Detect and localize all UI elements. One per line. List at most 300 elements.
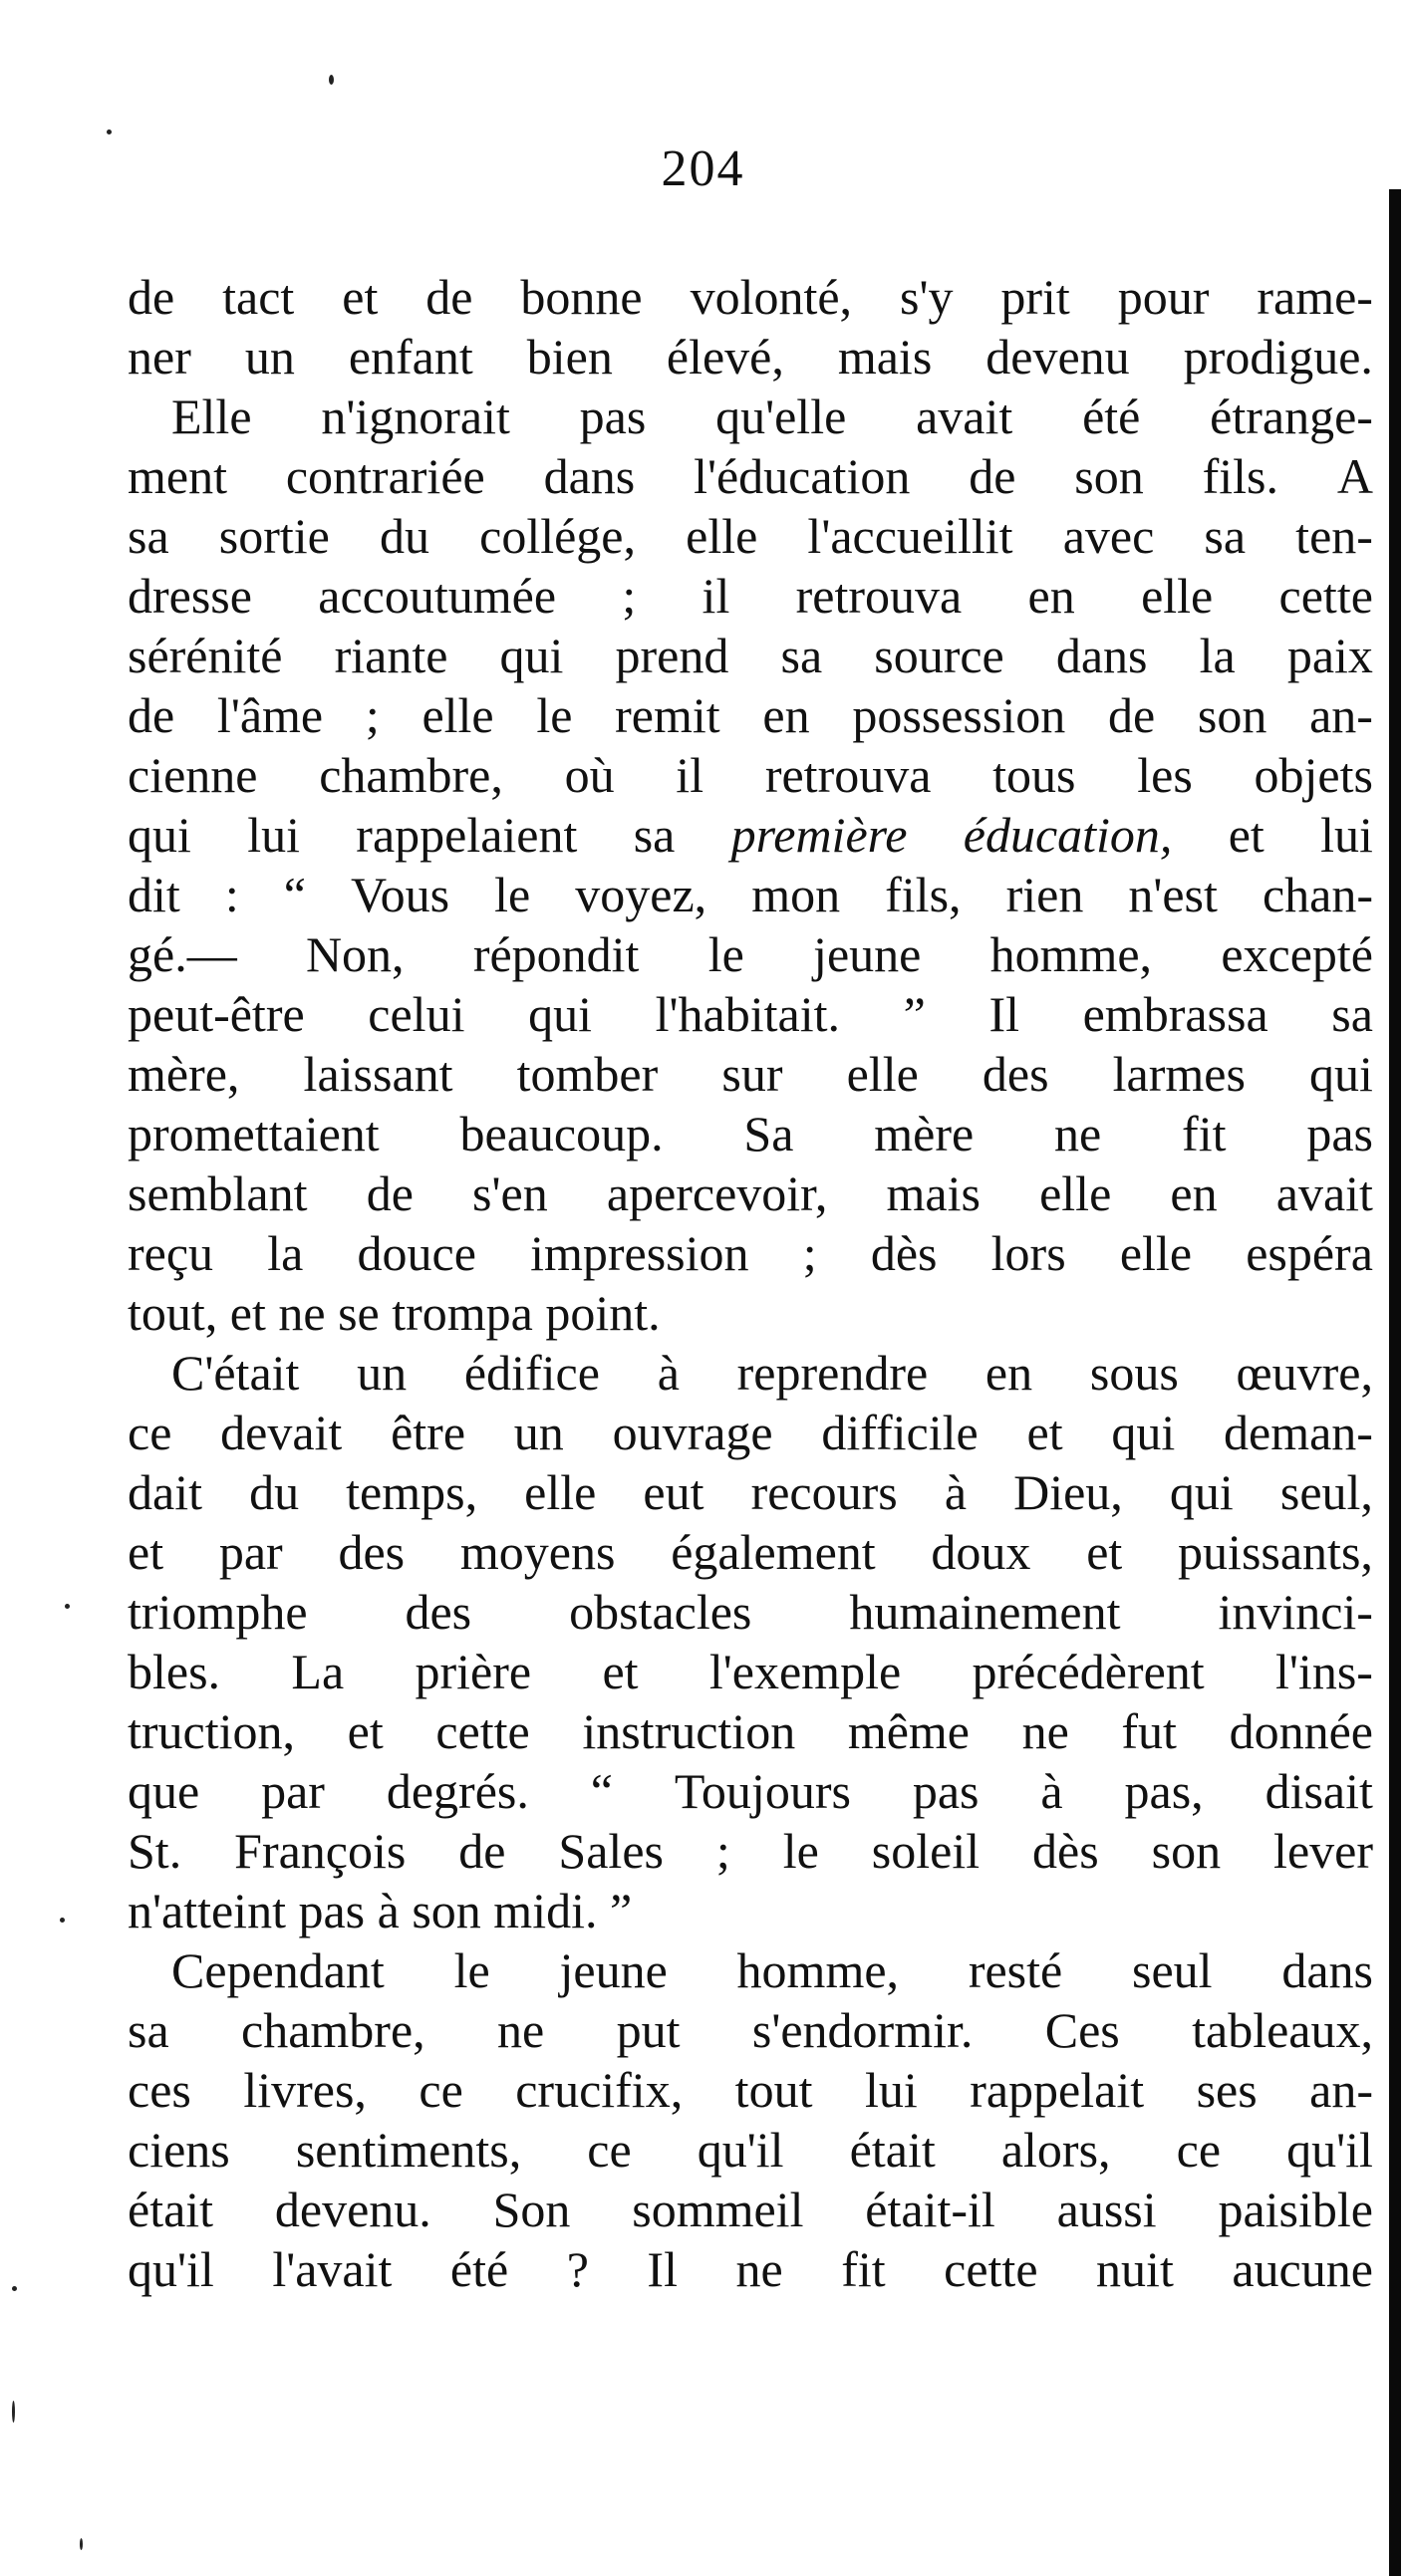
text-line — [128, 685, 1373, 745]
word: en — [762, 687, 810, 743]
word: était — [128, 2182, 214, 2237]
word: rappelait — [970, 2062, 1145, 2118]
word: du — [249, 1464, 300, 1520]
text-line — [128, 984, 1373, 1044]
text-line — [128, 2239, 1373, 2299]
word: sortie — [218, 508, 330, 564]
word: mais — [886, 1165, 981, 1221]
text-line — [128, 1701, 1373, 1761]
word: La — [291, 1644, 345, 1699]
word: retrouva — [795, 568, 963, 624]
word: sérénité — [128, 628, 283, 683]
word: cienne — [128, 747, 258, 803]
word: seul — [1131, 1942, 1213, 1998]
text-line — [128, 1044, 1373, 1104]
word: en — [1170, 1165, 1218, 1221]
word: disait — [1265, 1763, 1373, 1819]
word: l'habitait. — [655, 986, 840, 1042]
word: devait — [220, 1405, 343, 1460]
text-line — [128, 327, 1373, 386]
word: ; — [365, 687, 380, 743]
word: resté — [968, 1942, 1063, 1998]
text-line — [128, 1462, 1373, 1522]
body-text — [128, 267, 1373, 2299]
word: répondit — [472, 926, 640, 982]
scan-speck — [329, 75, 334, 85]
word: à — [657, 1345, 680, 1401]
word: doux — [931, 1524, 1031, 1580]
word: excepté — [1221, 926, 1373, 982]
text-line — [128, 1343, 1373, 1403]
word: elle — [422, 687, 494, 743]
word: fils, — [885, 867, 962, 922]
word: sa — [128, 2002, 169, 2058]
word: également — [671, 1524, 876, 1580]
word: crucifix, — [515, 2062, 684, 2118]
word: était — [849, 2122, 936, 2178]
word: avait — [916, 388, 1013, 444]
word: degrés. — [386, 1763, 529, 1819]
word: “ — [590, 1763, 613, 1819]
word: en — [984, 1345, 1033, 1401]
word: elle — [1039, 1165, 1112, 1221]
word: qui — [528, 986, 592, 1042]
word: de — [425, 269, 473, 325]
word: à — [1040, 1763, 1063, 1819]
word: A — [1336, 448, 1373, 504]
word: qu'il — [128, 2241, 214, 2297]
word: ; — [802, 1225, 817, 1281]
word: sous — [1089, 1345, 1179, 1401]
word: il — [702, 568, 730, 624]
word: homme, — [736, 1942, 900, 1998]
text-line — [128, 1761, 1373, 1821]
word: dans — [1281, 1942, 1373, 1998]
word: ces — [128, 2062, 191, 2118]
word: ne — [1021, 1703, 1069, 1759]
word: Sa — [743, 1106, 794, 1161]
scan-speck — [60, 1918, 65, 1923]
word: Toujours — [674, 1763, 851, 1819]
word: aussi — [1056, 2182, 1157, 2237]
text-line — [128, 1522, 1373, 1582]
word: pas — [298, 1883, 366, 1938]
word: donnée — [1229, 1703, 1373, 1759]
word: ne — [278, 1285, 326, 1341]
word: ce — [128, 1405, 172, 1460]
word: la — [267, 1225, 304, 1281]
scan-speck — [65, 1604, 70, 1609]
word: jeune — [813, 926, 922, 982]
word: se — [338, 1285, 380, 1341]
word: Elle — [171, 388, 252, 444]
word: dait — [128, 1464, 202, 1520]
text-line — [128, 924, 1373, 984]
word: fit — [1182, 1106, 1227, 1161]
word: le — [782, 1823, 819, 1879]
word: gé.— — [128, 926, 237, 982]
word: et — [1026, 1405, 1063, 1460]
word: retrouva — [764, 747, 932, 803]
word: rien — [1005, 867, 1084, 922]
word: impression — [530, 1225, 749, 1281]
word: l'âme — [216, 687, 324, 743]
word: et — [602, 1644, 639, 1699]
word: n'est — [1128, 867, 1218, 922]
word: elle — [524, 1464, 597, 1520]
word: ses — [1196, 2062, 1258, 2118]
word: ouvrage — [612, 1405, 773, 1460]
word: la — [1199, 628, 1236, 683]
word: les — [1137, 747, 1193, 803]
word: elle — [846, 1046, 919, 1102]
word: source — [874, 628, 1004, 683]
word: et — [347, 1703, 384, 1759]
word: accoutumée — [318, 568, 557, 624]
word: devenu. — [274, 2182, 431, 2237]
word: triomphe — [128, 1584, 308, 1640]
text-line — [128, 1940, 1373, 2000]
word: aucune — [1232, 2241, 1373, 2297]
word: sa — [780, 628, 823, 683]
word: édifice — [463, 1345, 600, 1401]
word: mère, — [128, 1046, 240, 1102]
word: était-il — [865, 2182, 995, 2237]
word: de — [128, 269, 175, 325]
word: mère — [874, 1106, 975, 1161]
word: ciens — [128, 2122, 230, 2178]
word: un — [244, 329, 295, 385]
word: prend — [615, 628, 729, 683]
word: put — [616, 2002, 681, 2058]
word: ne — [735, 2241, 783, 2297]
word: l'avait — [272, 2241, 393, 2297]
word: dit — [128, 867, 180, 922]
word: le — [453, 1942, 490, 1998]
word: le — [494, 867, 531, 922]
scan-speck — [12, 2286, 17, 2291]
text-line — [128, 267, 1373, 327]
word: ne — [497, 2002, 545, 2058]
word: pas — [912, 1763, 980, 1819]
word: lui — [247, 807, 300, 863]
word: des — [982, 1046, 1049, 1102]
word: ce — [419, 2062, 463, 2118]
word: tout — [734, 2062, 813, 2118]
word: son — [1074, 448, 1144, 504]
word: espéra — [1246, 1225, 1373, 1281]
word: s'y — [899, 269, 954, 325]
word: n'atteint — [128, 1883, 286, 1938]
word: de — [1107, 687, 1156, 743]
word: ” — [903, 986, 926, 1042]
text-line — [128, 506, 1373, 566]
word: embrassa — [1082, 986, 1268, 1042]
word: s'endormir. — [751, 2002, 974, 2058]
word: dès — [870, 1225, 938, 1281]
word: en — [1027, 568, 1075, 624]
word: un — [513, 1405, 564, 1460]
word: tout, — [128, 1285, 218, 1341]
text-line — [128, 1582, 1373, 1642]
word: chan- — [1262, 867, 1373, 922]
word: tous — [992, 747, 1076, 803]
word: son — [1151, 1823, 1222, 1879]
word: qu'il — [1286, 2122, 1373, 2178]
word: dès — [1032, 1823, 1099, 1879]
word: elle — [1119, 1225, 1193, 1281]
word: eut — [643, 1464, 704, 1520]
word: et — [229, 1285, 266, 1341]
text-line — [128, 1163, 1373, 1223]
word: l'accueillit — [807, 508, 1013, 564]
word: tomber — [516, 1046, 659, 1102]
text-line — [128, 745, 1373, 805]
word: rappelaient — [356, 807, 578, 863]
word: moyens — [459, 1524, 616, 1580]
word: soleil — [871, 1823, 981, 1879]
word: lever — [1273, 1823, 1373, 1879]
text-line — [128, 1104, 1373, 1163]
word: il — [676, 747, 704, 803]
text-line — [128, 2120, 1373, 2180]
word: bles. — [128, 1644, 221, 1699]
word: invinci- — [1218, 1584, 1373, 1640]
word: prit — [1000, 269, 1070, 325]
word: bonne — [520, 269, 643, 325]
word: prière — [415, 1644, 532, 1699]
word: fit — [841, 2241, 886, 2297]
word: reprendre — [736, 1345, 929, 1401]
word: des — [338, 1524, 406, 1580]
word: de — [366, 1165, 414, 1221]
word: larmes — [1112, 1046, 1246, 1102]
word: Vous — [351, 867, 450, 922]
word: enfant — [348, 329, 473, 385]
word: collége, — [479, 508, 636, 564]
word: de — [458, 1823, 506, 1879]
word: ? — [566, 2241, 589, 2297]
text-line — [128, 566, 1373, 626]
word: promettaient — [128, 1106, 380, 1161]
word: été — [449, 2241, 509, 2297]
word: cette — [1278, 568, 1373, 624]
word: Cependant — [171, 1942, 385, 1998]
word: le — [707, 926, 744, 982]
text-line — [128, 1881, 1373, 1940]
word: avait — [1275, 1165, 1373, 1221]
word: prodigue. — [1183, 329, 1373, 385]
word: un — [357, 1345, 408, 1401]
word: avec — [1062, 508, 1155, 564]
word: semblant — [128, 1165, 308, 1221]
word: son — [412, 1883, 481, 1938]
word: ment — [128, 448, 227, 504]
word: Sales — [558, 1823, 664, 1879]
word: l'éducation — [694, 448, 911, 504]
word: reçu — [128, 1225, 214, 1281]
text-line — [128, 626, 1373, 685]
scan-speck — [12, 2401, 15, 2423]
word: puissants, — [1178, 1524, 1373, 1580]
text-line — [128, 1403, 1373, 1462]
word: qui — [128, 807, 191, 863]
word: C'était — [171, 1345, 300, 1401]
word: objets — [1254, 747, 1373, 803]
word: Dieu, — [1013, 1464, 1123, 1520]
word: par — [261, 1763, 325, 1819]
word: à — [944, 1464, 968, 1520]
word: rame- — [1257, 269, 1373, 325]
word: œuvre, — [1236, 1345, 1373, 1401]
word: à — [377, 1883, 400, 1938]
word: sentiments, — [295, 2122, 522, 2178]
word: précédèrent — [972, 1644, 1205, 1699]
text-line — [128, 2060, 1373, 2120]
word: an- — [1309, 687, 1373, 743]
word: sa — [1331, 986, 1373, 1042]
word: qui — [499, 628, 564, 683]
word: volonté, — [690, 269, 853, 325]
word: même — [847, 1703, 970, 1759]
word: cette — [944, 2241, 1038, 2297]
word: François — [234, 1823, 407, 1879]
word: humainement — [849, 1584, 1121, 1640]
word: truction, — [128, 1703, 296, 1759]
word: mais — [837, 329, 933, 385]
word: fut — [1121, 1703, 1177, 1759]
word: voyez, — [575, 867, 707, 922]
word: éducation, — [963, 807, 1173, 863]
word: qui — [1309, 1046, 1373, 1102]
word: obstacles — [569, 1584, 752, 1640]
word: du — [380, 508, 429, 564]
word: ce — [1176, 2122, 1222, 2178]
word: devenu — [985, 329, 1130, 385]
word: apercevoir, — [606, 1165, 828, 1221]
word: lui — [864, 2062, 918, 2118]
word: et — [128, 1524, 164, 1580]
word: riante — [334, 628, 448, 683]
word: tact — [222, 269, 295, 325]
page-number: 204 — [661, 140, 745, 197]
word: qu'il — [697, 2122, 784, 2178]
word: pas — [579, 388, 647, 444]
word: ; — [622, 568, 637, 624]
word: été — [1082, 388, 1141, 444]
word: chambre, — [241, 2002, 425, 2058]
word: ” — [609, 1883, 633, 1938]
text-line — [128, 2000, 1373, 2060]
word: paisible — [1218, 2182, 1373, 2237]
word: lors — [990, 1225, 1066, 1281]
word: fils. — [1202, 448, 1278, 504]
word: sa — [128, 508, 169, 564]
word: cette — [435, 1703, 530, 1759]
word: possession — [852, 687, 1066, 743]
word: elle — [1141, 568, 1214, 624]
word: première — [730, 807, 908, 863]
word: mon — [751, 867, 841, 922]
word: dresse — [128, 568, 252, 624]
word: livres, — [243, 2062, 367, 2118]
word: St. — [128, 1823, 182, 1879]
text-line — [128, 1223, 1373, 1283]
word: et — [1228, 807, 1265, 863]
word: midi. — [493, 1883, 598, 1938]
word: chambre, — [319, 747, 503, 803]
word: recours — [750, 1464, 898, 1520]
word: “ — [283, 867, 306, 922]
word: remit — [615, 687, 720, 743]
word: Il — [988, 986, 1019, 1042]
word: : — [224, 867, 239, 922]
word: pas — [1306, 1106, 1373, 1161]
text-line — [128, 1642, 1373, 1701]
word: trompa — [392, 1285, 533, 1341]
word: dans — [1055, 628, 1148, 683]
word: nuit — [1096, 2241, 1174, 2297]
word: Ces — [1044, 2002, 1120, 2058]
word: son — [1197, 687, 1267, 743]
word: que — [128, 1763, 200, 1819]
word: point. — [545, 1285, 661, 1341]
word: beaucoup. — [459, 1106, 664, 1161]
word: deman- — [1224, 1405, 1373, 1460]
word: difficile — [821, 1405, 979, 1460]
word: an- — [1309, 2062, 1373, 2118]
word: douce — [357, 1225, 476, 1281]
word: qui — [1169, 1464, 1234, 1520]
word: paix — [1286, 628, 1373, 683]
word: l'exemple — [708, 1644, 902, 1699]
word: jeune — [559, 1942, 668, 1998]
word: laissant — [303, 1046, 453, 1102]
word: pour — [1117, 269, 1210, 325]
word: bien — [526, 329, 613, 385]
word: seul, — [1279, 1464, 1373, 1520]
word: tableaux, — [1192, 2002, 1373, 2058]
scan-speck — [80, 2538, 83, 2550]
word: peut-être — [128, 986, 305, 1042]
word: s'en — [472, 1165, 548, 1221]
word: ce — [587, 2122, 632, 2178]
text-line — [128, 1821, 1373, 1881]
word: homme, — [989, 926, 1153, 982]
word: des — [405, 1584, 472, 1640]
word: Son — [492, 2182, 571, 2237]
word: qu'elle — [715, 388, 847, 444]
word: de — [128, 687, 175, 743]
word: elle — [686, 508, 758, 564]
word: instruction — [582, 1703, 796, 1759]
word: par — [218, 1524, 283, 1580]
text-line — [128, 1283, 1373, 1343]
text-line — [128, 386, 1373, 446]
text-line — [128, 446, 1373, 506]
word: ; — [715, 1823, 730, 1879]
word: ner — [128, 329, 191, 385]
word: Il — [647, 2241, 678, 2297]
word: sa — [633, 807, 676, 863]
word: ten- — [1295, 508, 1373, 564]
word: élevé, — [666, 329, 784, 385]
word: sa — [1204, 508, 1247, 564]
text-line — [128, 865, 1373, 924]
page-edge-rule — [1389, 189, 1401, 2576]
word: l'ins- — [1275, 1644, 1373, 1699]
word: lui — [1320, 807, 1373, 863]
